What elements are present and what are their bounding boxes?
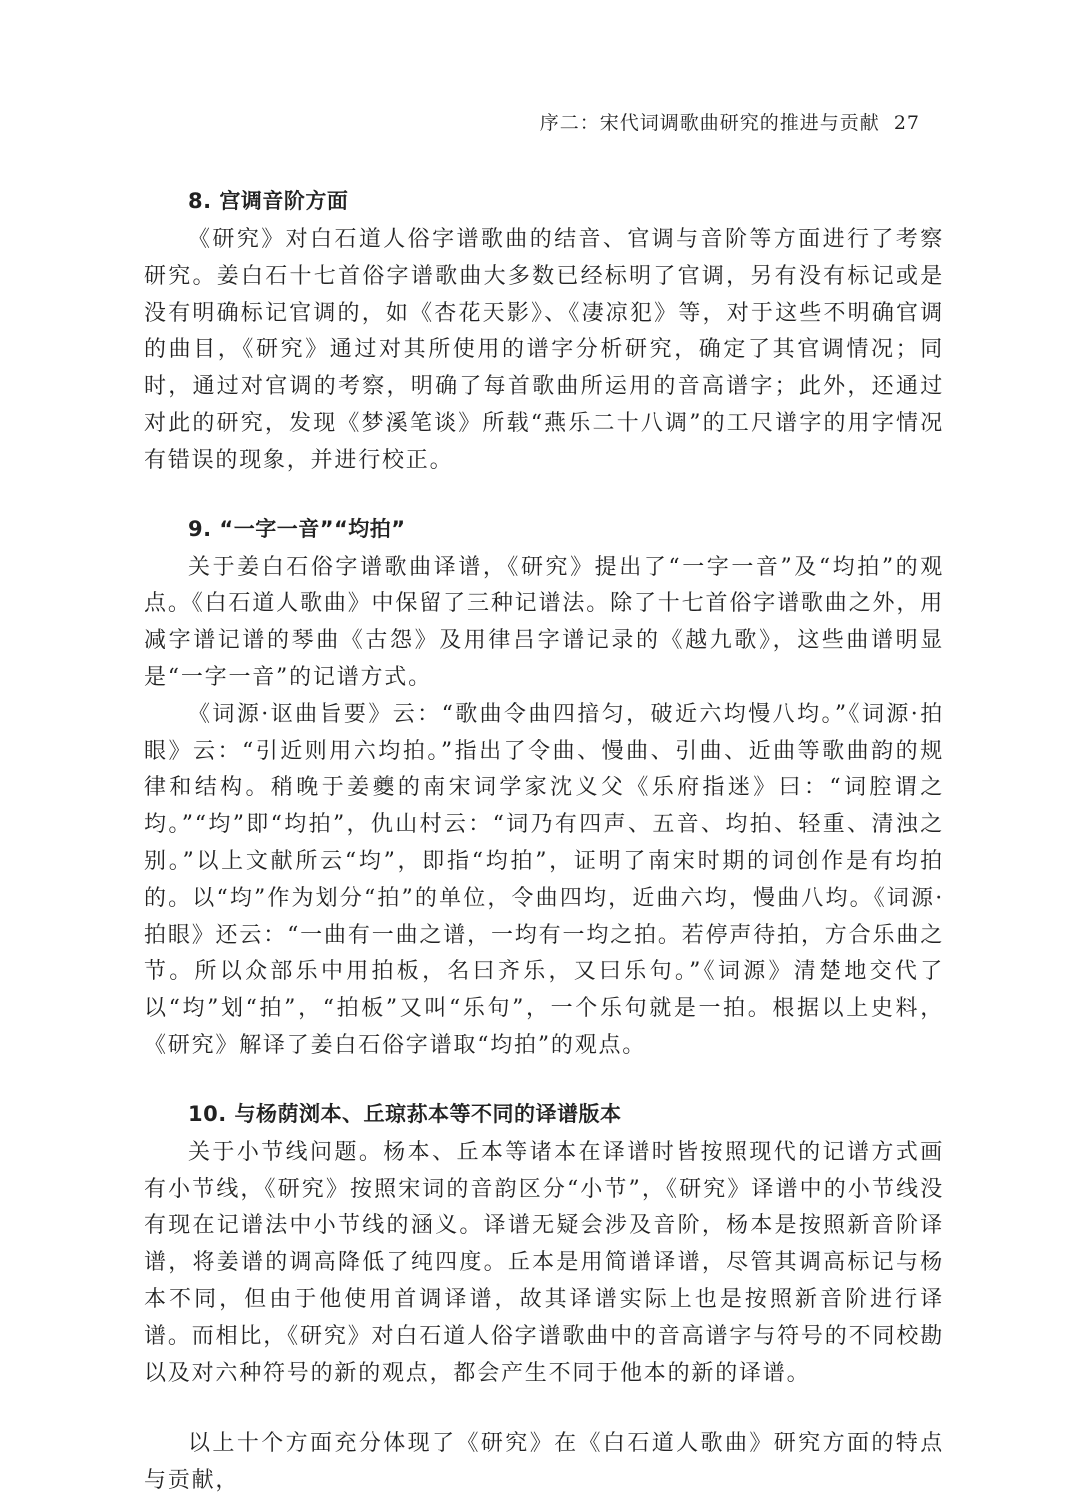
section-9-paragraph-2: 《词源·讴曲旨要》云：“歌曲令曲四揞匀，破近六均慢八均。”《词源·拍眼》云：“引近则用六均拍。”指出了令曲、慢曲、引曲、近曲等歌曲韵的规律和结构。稍晚于姜夔的南宋词学家沈义父《乐府指迷》曰：“词腔谓之均。”“均”即“均拍”，仇山村云：“词乃有四声、五音、均拍、轻重、清浊之别。”以上文献所云“均”，即指“均拍”，证明了南宋时期的词创作是有均拍的。以“均”作为划分“拍”的单位，令曲四均，近曲六均，慢曲八均。《词源·拍眼》还云：“一曲有一曲之谱，一均有一均之拍。若停声待拍，方合乐曲之节。所以众部乐中用拍板，名曰齐乐，又曰乐句。”《词源》清楚地交代了以“均”划“拍”，“拍板”又叫“乐句”，一个乐句就是一拍。根据以上史料，《研究》解译了姜白石俗字谱取“均拍”的观点。	[144, 701, 944, 1058]
page-body	[144, 180, 944, 1500]
section-8-heading: 8. 宫调音阶方面	[188, 189, 349, 213]
section-10-paragraph: 关于小节线问题。杨本、丘本等诸本在译谱时皆按照现代的记谱方式画有小节线，《研究》按照宋词的音韵区分“小节”，《研究》译谱中的小节线没有现在记谱法中小节线的涵义。译谱无疑会涉及音阶，杨本是按照新音阶译谱，将姜谱的调高降低了纯四度。丘本是用简谱译谱，尽管其调高标记与杨本不同，但由于他使用首调译谱，故其译谱实际上也是按照新音阶进行译谱。而相比，《研究》对白石道人俗字谱歌曲中的音高谱字与符号的不同校勘以及对六种符号的新的观点，都会产生不同于他本的新的译谱。	[144, 1139, 944, 1386]
section-spacer	[144, 1392, 944, 1426]
section-9-heading: 9. “一字一音”“均拍”	[188, 516, 406, 541]
section-8-paragraph: 《研究》对白石道人俗字谱歌曲的结音、官调与音阶等方面进行了考察研究。姜白石十七首俗字谱歌曲大多数已经标明了官调，另有没有标记或是没有明确标记官调的，如《杏花天影》、《凄凉犯》等，对于这些不明确官调的曲目，《研究》通过对其所使用的谱字分析研究，确定了其官调情况；同时，通过对官调的考察，明确了每首歌曲所运用的音高谱字；此外，还通过对此的研究，发现《梦溪笔谈》所载“燕乐二十八调”的工尺谱字的用字情况有错误的现象，并进行校正。	[144, 227, 944, 473]
section-10-heading: 10. 与杨荫浏本、丘琼荪本等不同的译谱版本	[188, 1101, 622, 1126]
section-spacer	[144, 480, 944, 508]
running-header	[540, 108, 920, 135]
section-spacer	[144, 1065, 944, 1093]
closing-paragraph: 以上十个方面充分体现了《研究》在《白石道人歌曲》研究方面的特点与贡献，	[144, 1431, 944, 1494]
page-number: 27	[893, 112, 920, 134]
section-9-paragraph-1: 关于姜白石俗字谱歌曲译谱，《研究》提出了“一字一音”及“均拍”的观点。《白石道人歌曲》中保留了三种记谱法。除了十七首俗字谱歌曲之外，用减字谱记谱的琴曲《古怨》及用律吕字谱记录的《越九歌》，这些曲谱明显是“一字一音”的记谱方式。	[144, 554, 944, 690]
running-title: 序二：宋代词调歌曲研究的推进与贡献	[539, 112, 880, 134]
